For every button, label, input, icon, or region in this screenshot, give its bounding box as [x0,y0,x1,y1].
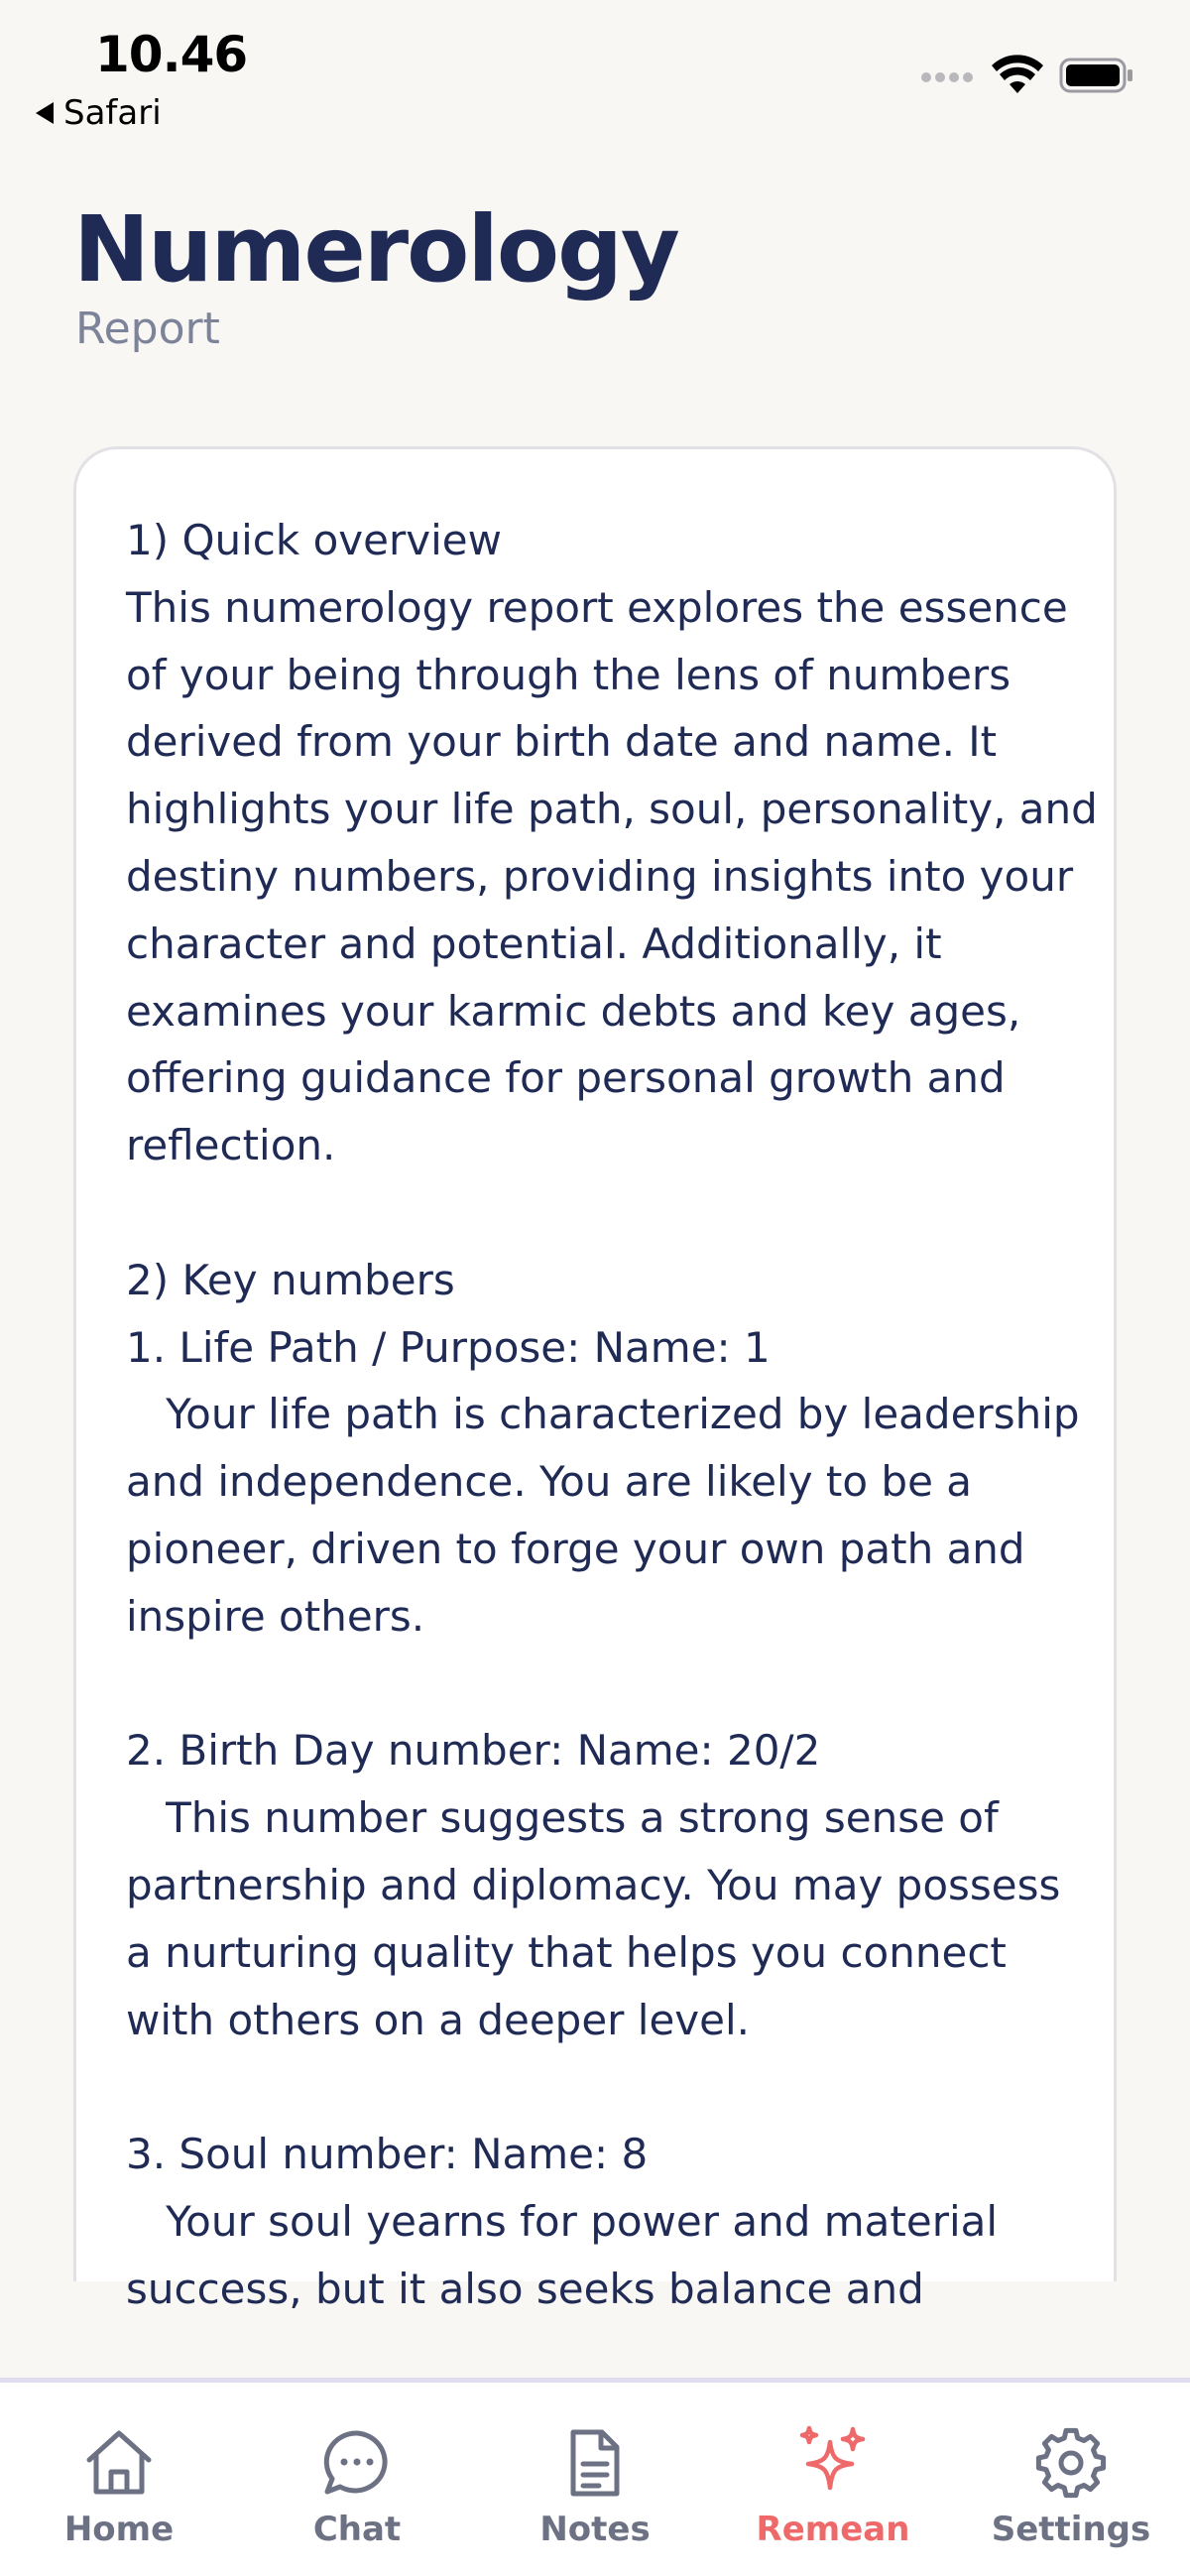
battery-icon [1059,57,1134,94]
tab-settings[interactable] [972,2424,1170,2549]
status-bar [0,0,1190,139]
report-card[interactable] [73,446,1117,2313]
signal-icon [920,65,976,85]
tab-home[interactable] [20,2424,218,2549]
tab-chat[interactable] [258,2424,456,2549]
gear-outline [1038,2430,1103,2495]
gear-icon [1032,2424,1110,2502]
page-title: Numerology [73,196,678,303]
tab-notes[interactable] [496,2424,694,2549]
tab-chat-label: Chat [312,2510,402,2549]
status-time: 10.46 [95,26,248,83]
tab-home-label: Home [63,2510,175,2549]
report-text: 1) Quick overview This numerology report explores the essence of your being through the lens of numbers derived from your birth date and name. It highlights your life path, soul, personality, and destiny numbers, providing insights into your character and potential. Additionally, it examines your karmic debts and key ages, offering guidance for personal growth and reflection. 2) Key numbers 1. Life Path / Purpose: Name: 1 Your life path is characterized by leadership and independence. You are likely to be a pioneer, driven to forge your own path and inspire others. 2. Birth Day number: Name: 20/2 This number suggests a strong sense of partnership and diplomacy. You may possess a nurturing quality that helps you connect with others on a deeper level. 3. Soul number: Name: 8 Your soul yearns for power and material success, but it also seeks balance and [126,516,1098,2313]
chat-icon [318,2424,396,2502]
sparkles-icon [794,2424,872,2502]
home-icon [80,2424,158,2502]
back-to-safari-link[interactable] [36,93,162,133]
back-triangle-icon [36,102,54,124]
status-icons [920,56,1134,95]
page-subtitle: Report [75,304,220,354]
tab-remean-label: Remean [756,2510,910,2549]
wifi-icon [992,56,1043,95]
notes-icon [556,2424,634,2502]
gear-hub [1061,2453,1081,2473]
back-app-label: Safari [63,93,162,133]
tab-bar [0,2378,1190,2576]
tab-remean[interactable] [734,2424,932,2549]
tab-notes-label: Notes [539,2510,651,2549]
tab-settings-label: Settings [991,2510,1151,2549]
